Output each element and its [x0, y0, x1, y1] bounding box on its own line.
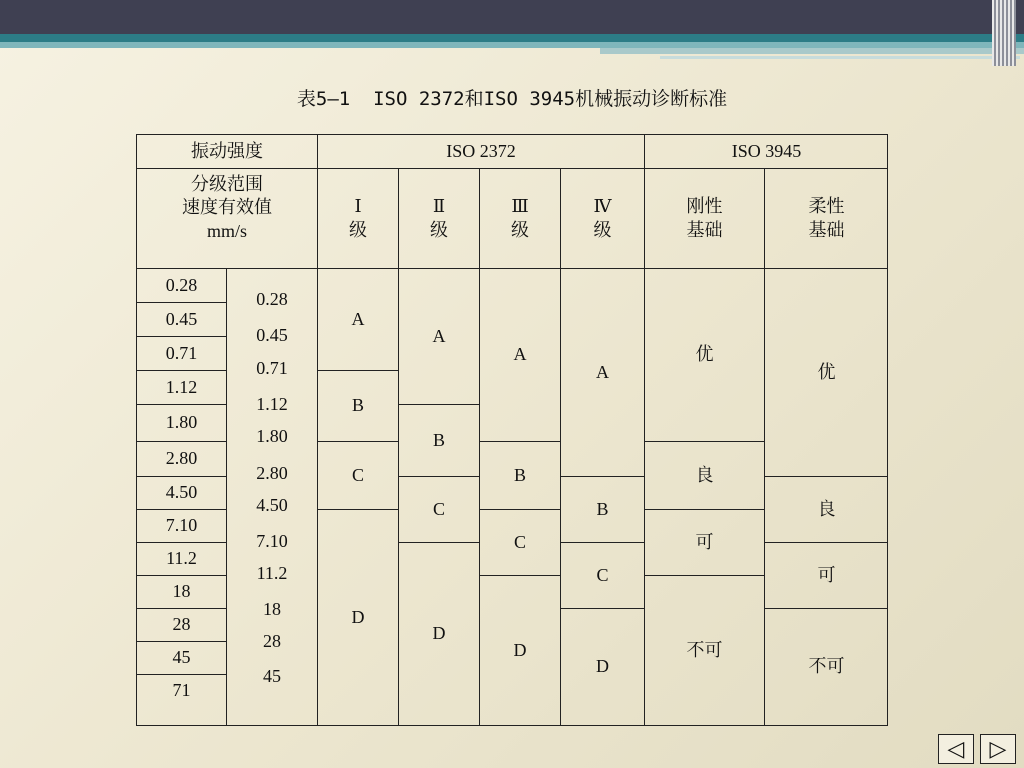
boundary-label: 4.50 [256, 495, 288, 515]
range-cell: 1.80 [137, 405, 227, 442]
range-cell: 0.28 [137, 269, 227, 303]
grade-rigid-poor: 不可 [645, 576, 765, 725]
grade-flexible-poor: 不可 [808, 656, 845, 677]
boundary-label: 7.10 [256, 531, 288, 551]
header-class-3: Ⅲ 级 [480, 169, 561, 269]
grade-flexible-fair: 可 [765, 543, 888, 609]
grade-c2-d: D [399, 543, 480, 725]
grade-flexible-excellent: 优 [765, 269, 888, 477]
grade-c4-c: C [561, 543, 645, 609]
decor-stripe [660, 56, 1020, 59]
header-flexible: 柔性 基础 [765, 169, 888, 269]
boundary-label: 2.80 [256, 463, 288, 483]
boundary-label: 0.71 [256, 358, 288, 378]
grade-c1-a: A [318, 269, 399, 371]
range-cell: 71 [137, 675, 227, 725]
header-class-2: Ⅱ 级 [399, 169, 480, 269]
grade-c3-b: B [480, 442, 561, 510]
prev-slide-button[interactable]: ◁ [938, 734, 974, 764]
range-cell: 18 [137, 576, 227, 609]
range-cell: 7.10 [137, 510, 227, 543]
grade-rigid-excellent: 优 [645, 269, 765, 442]
boundary-label: 28 [263, 631, 281, 651]
grade-c2-c: C [399, 477, 480, 543]
grade-c1-b: B [318, 371, 399, 442]
range-cell: 2.80 [137, 442, 227, 477]
grade-c2-b: B [399, 405, 480, 477]
grade-rigid-fair: 可 [645, 510, 765, 576]
grade-c3-c: C [480, 510, 561, 576]
next-slide-button[interactable]: ▷ [980, 734, 1016, 764]
vibration-standard-table [136, 134, 888, 726]
grade-c3-a: A [480, 269, 561, 442]
header-class-4: Ⅳ 级 [561, 169, 645, 269]
grade-flexible-good: 良 [765, 477, 888, 543]
page-title: 表5—1 ISO 2372和ISO 3945机械振动诊断标准 [296, 88, 728, 110]
range-cell: 28 [137, 609, 227, 642]
range-cell: 0.71 [137, 337, 227, 371]
header-iso3945: ISO 3945 [645, 135, 888, 169]
boundary-label: 1.80 [256, 426, 288, 446]
grade-c1-c: C [318, 442, 399, 510]
grade-c3-d: D [480, 576, 561, 725]
grade-c1-d: D [318, 510, 399, 725]
grade-c4-d: D [561, 609, 645, 725]
boundary-label: 0.45 [256, 325, 288, 345]
grade-c2-a: A [399, 269, 480, 405]
range-cell: 0.45 [137, 303, 227, 337]
grade-rigid-good: 良 [645, 442, 765, 510]
top-banner [0, 0, 1024, 34]
range-cell: 1.12 [137, 371, 227, 405]
header-range: 分级范围 速度有效值 mm/s [137, 169, 318, 269]
grade-c4-b: B [561, 477, 645, 543]
grade-c4-a: A [561, 269, 645, 477]
boundary-label: 45 [263, 666, 281, 686]
range-boundary-column [227, 269, 318, 725]
range-cell: 11.2 [137, 543, 227, 576]
boundary-label: 18 [263, 599, 281, 619]
header-intensity: 振动强度 [137, 135, 318, 169]
boundary-label: 0.28 [256, 289, 288, 309]
decor-stripe [600, 48, 1024, 54]
decor-stripe [0, 34, 1024, 42]
header-class-1: Ⅰ 级 [318, 169, 399, 269]
header-iso2372: ISO 2372 [318, 135, 645, 169]
range-cell: 45 [137, 642, 227, 675]
boundary-label: 11.2 [256, 563, 288, 583]
boundary-label: 1.12 [256, 394, 288, 414]
decor-vertical-lines [992, 0, 1016, 66]
header-rigid: 刚性 基础 [645, 169, 765, 269]
range-cell: 4.50 [137, 477, 227, 510]
